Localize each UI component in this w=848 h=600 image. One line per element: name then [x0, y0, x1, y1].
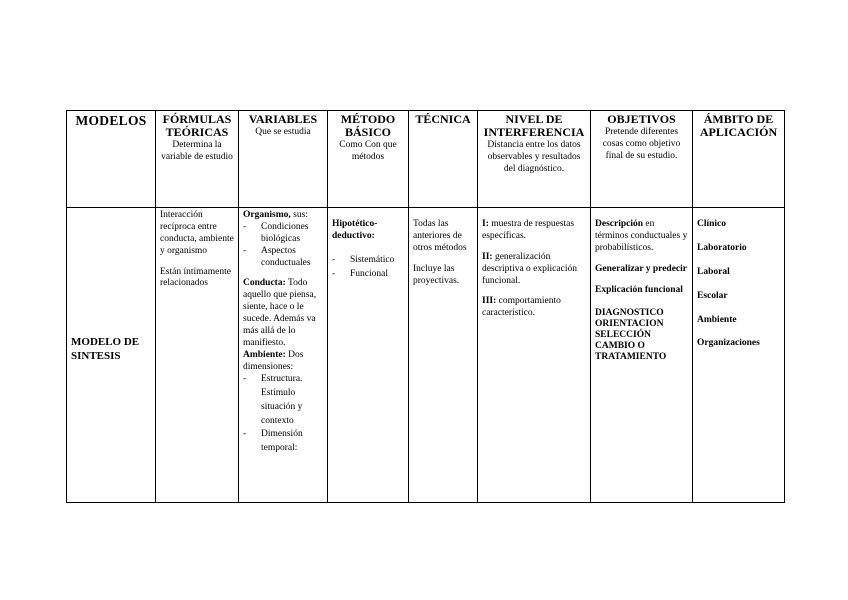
header-nivel-sub: Distancia entre los datos observables y resultados del diagnóstico.	[487, 140, 581, 175]
ambito-item: Organizaciones	[697, 338, 760, 349]
header-formulas-title: FÓRMULAS TEÓRICAS	[162, 112, 232, 140]
organismo-suffix: sus:	[290, 210, 308, 220]
tecnica-text-1: Todas las anteriores de otros métodos	[413, 219, 467, 253]
nivel-ii-label: II:	[482, 251, 493, 262]
header-variables-title: VARIABLES	[248, 112, 318, 126]
caps-line: SELECCIÓN	[595, 330, 651, 341]
list-item: - Estructura. Estímulo situación y contexto	[243, 373, 323, 428]
header-nivel-title: NIVEL DE INTERFERENCIA	[483, 112, 585, 140]
list-item: - Funcional	[332, 269, 404, 281]
header-row	[67, 111, 785, 208]
formulas-text-1: Interacción recíproca entre conducta, ambiente y organismo	[160, 210, 234, 256]
nivel-i-label: I:	[482, 219, 489, 229]
header-modelos	[67, 111, 156, 208]
descripcion-text: en términos conductuales y probabilísticos.	[595, 219, 688, 253]
header-metodo	[328, 111, 409, 208]
header-ambito-title: ÁMBITO DE APLICACIÓN	[699, 112, 778, 140]
objetivos-cell	[591, 208, 693, 503]
formulas-text-2: Están íntimamente relacionados	[160, 266, 231, 289]
header-modelos-title: MODELOS	[75, 113, 147, 128]
caps-line: TRATAMIENTO	[595, 352, 667, 363]
objetivos-descripcion	[595, 219, 688, 255]
variables-cell	[239, 208, 328, 503]
header-ambito	[693, 111, 785, 208]
formulas-cell	[156, 208, 239, 503]
header-objetivos-sub: Pretende diferentes cosas como objetivo final de su estudio.	[602, 127, 681, 161]
list-item: - Condiciones biológicas	[243, 222, 323, 246]
nivel-ii-text: generalización descriptiva o explicación funcional.	[482, 251, 577, 286]
model-row	[67, 208, 785, 503]
ambito-item: Escolar	[697, 290, 728, 301]
list-item: - Dimensión temporal:	[243, 428, 323, 456]
ambito-item: Ambiente	[697, 314, 737, 325]
caps-line: CAMBIO O	[595, 341, 645, 352]
organismo-label: Organismo,	[243, 210, 291, 220]
modelo-name: MODELO DE SINTESIS	[71, 336, 140, 362]
descripcion-label: Descripción	[595, 219, 644, 229]
ambiente-list	[243, 373, 323, 456]
modelo-name-cell	[67, 208, 156, 503]
header-metodo-sub: Como Con que métodos	[339, 140, 397, 163]
list-item: - Sistemático	[332, 255, 404, 267]
header-tecnica-title: TÉCNICA	[415, 112, 471, 126]
objetivos-caps	[595, 308, 688, 363]
nivel-ii	[482, 252, 586, 288]
nivel-iii-text: comportamiento característico.	[482, 296, 561, 319]
nivel-i	[482, 219, 586, 243]
metodo-cell	[328, 208, 409, 503]
header-formulas	[156, 111, 239, 208]
objetivos-generalizar: Generalizar y predecir	[595, 263, 687, 274]
conducta-desc: Todo aquello que piensa, siente, hace o le sucede. Además va más allá de lo manifiesto.	[243, 278, 317, 348]
header-variables-sub: Que se estudia	[255, 127, 311, 138]
header-nivel	[478, 111, 591, 208]
ambiente-text	[243, 350, 323, 374]
ambiente-desc: Dos dimensiones:	[243, 349, 304, 372]
header-formulas-sub: Determina la variable de estudio	[161, 140, 233, 163]
header-variables	[239, 111, 328, 208]
header-metodo-title: MÉTODO BÁSICO	[340, 112, 396, 140]
nivel-i-text: muestra de respuestas específicas.	[482, 219, 575, 241]
header-objetivos	[591, 111, 693, 208]
organismo-list	[243, 222, 323, 270]
ambiente-label: Ambiente:	[243, 349, 286, 360]
ambito-item: Laboral	[697, 266, 730, 277]
objetivos-explicacion: Explicación funcional	[595, 284, 683, 295]
models-table	[66, 110, 785, 503]
ambito-cell	[693, 208, 785, 503]
header-objetivos-title: OBJETIVOS	[607, 112, 676, 126]
metodo-list	[332, 255, 404, 281]
tecnica-cell	[409, 208, 478, 503]
caps-line: DIAGNOSTICO	[595, 308, 664, 319]
ambito-item: Clínico	[697, 219, 727, 229]
conducta-text	[243, 278, 323, 349]
nivel-cell	[478, 208, 591, 503]
metodo-label: Hipotético-deductivo:	[332, 219, 378, 241]
nivel-iii	[482, 296, 586, 320]
ambito-item: Laboratorio	[697, 242, 747, 253]
nivel-iii-label: III:	[482, 296, 497, 307]
organismo-line	[243, 210, 323, 222]
list-item: - Aspectos conductuales	[243, 246, 323, 270]
tecnica-text-2: Incluye las proyectivas.	[413, 263, 460, 286]
caps-line: ORIENTACION	[595, 319, 664, 330]
header-tecnica	[409, 111, 478, 208]
conducta-label: Conducta:	[243, 278, 286, 289]
